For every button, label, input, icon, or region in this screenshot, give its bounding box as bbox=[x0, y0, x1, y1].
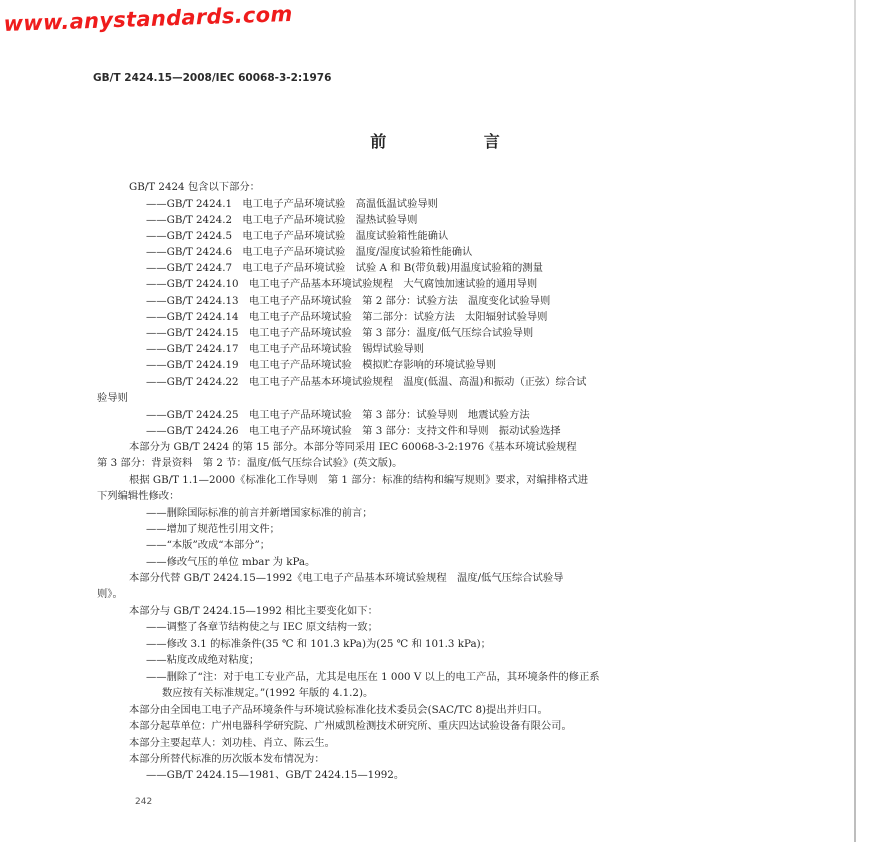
list-item: ——GB/T 2424.17 电工电子产品环境试验 锡焊试验导则 bbox=[146, 343, 424, 355]
page-title: 前 言 bbox=[370, 132, 546, 151]
list-item: ——GB/T 2424.13 电工电子产品环境试验 第 2 部分：试验方法 温度变化试验导则 bbox=[146, 295, 551, 307]
list-item: ——修改 3.1 的标准条件(35 ℃ 和 101.3 kPa)为(25 ℃ 和 101.3 kPa)； bbox=[146, 638, 491, 650]
list-item: ——增加了规范性引用文件； bbox=[146, 523, 280, 535]
list-item: ——GB/T 2424.5 电工电子产品环境试验 温度试验箱性能确认 bbox=[146, 230, 449, 242]
list-item-continuation: 数应按有关标准规定。”(1992 年版的 4.1.2)。 bbox=[162, 687, 374, 699]
list-item: ——GB/T 2424.2 电工电子产品环境试验 湿热试验导则 bbox=[146, 214, 418, 226]
paragraph-replacement-cont: 则》。 bbox=[97, 588, 123, 600]
list-item: ——GB/T 2424.1 电工电子产品环境试验 高温低温试验导则 bbox=[146, 198, 438, 210]
list-item: ——GB/T 2424.26 电工电子产品环境试验 第 3 部分：支持文件和导则 振动试验选择 bbox=[146, 425, 561, 437]
list-item: ——GB/T 2424.22 电工电子产品基本环境试验规程 温度(低温、高温)和振动（正弦）综合试 bbox=[146, 376, 587, 388]
paragraph-drafting-units: 本部分起草单位：广州电器科学研究院、广州威凯检测技术研究所、重庆四达试验设备有限公司。 bbox=[129, 720, 572, 732]
list-item: ——GB/T 2424.15—1981、GB/T 2424.15—1992。 bbox=[146, 769, 405, 781]
list-item: ——GB/T 2424.7 电工电子产品环境试验 试验 A 和 B(带负载)用温度试验箱的测量 bbox=[146, 262, 543, 274]
list-item: ——修改气压的单位 mbar 为 kPa。 bbox=[146, 556, 316, 568]
list-item: ——“本版”改成“本部分”； bbox=[146, 539, 271, 551]
list-item: ——GB/T 2424.25 电工电子产品环境试验 第 3 部分：试验导则 地震试验方法 bbox=[146, 409, 530, 421]
paragraph-changes: 本部分与 GB/T 2424.15—1992 相比主要变化如下： bbox=[129, 605, 378, 617]
list-item: ——删除国际标准的前言并新增国家标准的前言； bbox=[146, 507, 373, 519]
paragraph-equivalence-cont: 第 3 部分：背景资料 第 2 节：温度/低气压综合试验》(英文版)。 bbox=[97, 457, 403, 469]
list-item: ——GB/T 2424.6 电工电子产品环境试验 温度/湿度试验箱性能确认 bbox=[146, 246, 473, 258]
watermark-url: www.anystandards.com bbox=[3, 1, 293, 36]
standard-header: GB/T 2424.15—2008/IEC 60068-3-2:1976 bbox=[93, 72, 332, 84]
list-item: ——GB/T 2424.10 电工电子产品基本环境试验规程 大气腐蚀加速试验的通用导则 bbox=[146, 278, 538, 290]
list-item: ——GB/T 2424.19 电工电子产品环境试验 模拟贮存影响的环境试验导则 bbox=[146, 359, 496, 371]
list-item: ——粘度改成绝对粘度； bbox=[146, 654, 260, 666]
page-number: 242 bbox=[135, 797, 153, 807]
intro-line: GB/T 2424 包含以下部分： bbox=[129, 181, 260, 193]
list-item: ——调整了各章节结构使之与 IEC 原文结构一致； bbox=[146, 621, 378, 633]
paragraph-basis-cont: 下列编辑性修改： bbox=[97, 490, 180, 502]
paragraph-basis: 根据 GB/T 1.1—2000《标准化工作导则 第 1 部分：标准的结构和编写规则》要求，对编排格式进 bbox=[129, 474, 589, 486]
paragraph-equivalence: 本部分为 GB/T 2424 的第 15 部分。本部分等同采用 IEC 60068-3-2:1976《基本环境试验规程 bbox=[129, 441, 577, 453]
paragraph-drafters: 本部分主要起草人：刘功桂、肖立、陈云生。 bbox=[129, 737, 335, 749]
paragraph-history: 本部分所替代标准的历次版本发布情况为： bbox=[129, 753, 325, 765]
paragraph-replacement: 本部分代替 GB/T 2424.15—1992《电工电子产品基本环境试验规程 温度/低气压综合试验导 bbox=[129, 572, 564, 584]
paragraph-proposer: 本部分由全国电工电子产品环境条件与环境试验标准化技术委员会(SAC/TC 8)提出并归口。 bbox=[129, 704, 548, 716]
list-item-continuation: 验导则 bbox=[97, 392, 128, 404]
list-item: ——GB/T 2424.14 电工电子产品环境试验 第二部分：试验方法 太阳辐射试验导则 bbox=[146, 311, 548, 323]
list-item: ——删除了“注：对于电工专业产品，尤其是电压在 1 000 V 以上的电工产品，其环境条件的修正系 bbox=[146, 671, 600, 683]
list-item: ——GB/T 2424.15 电工电子产品环境试验 第 3 部分：温度/低气压综合试验导则 bbox=[146, 327, 534, 339]
